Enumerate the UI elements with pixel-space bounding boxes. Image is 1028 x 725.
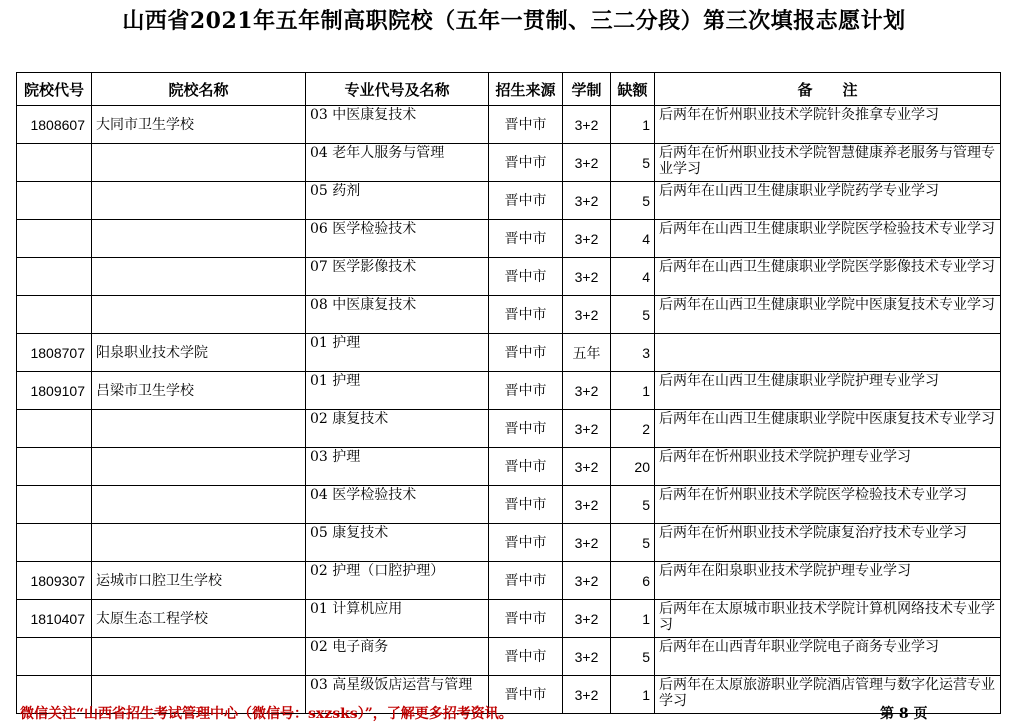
cell-school-name: 太原生态工程学校: [92, 600, 306, 638]
cell-note: 后两年在太原城市职业技术学院计算机网络技术专业学习: [655, 600, 1001, 638]
cell-length: 3+2: [563, 486, 611, 524]
cell-note: 后两年在阳泉职业技术学院护理专业学习: [655, 562, 1001, 600]
cell-length: 五年: [563, 334, 611, 372]
cell-note: 后两年在山西卫生健康职业学院医学检验技术专业学习: [655, 220, 1001, 258]
cell-school-code: [17, 638, 92, 676]
cell-school-name: [92, 448, 306, 486]
table-header-row: [17, 73, 1001, 106]
cell-source: 晋中市: [489, 106, 563, 144]
cell-school-code: [17, 296, 92, 334]
cell-school-code: 1809307: [17, 562, 92, 600]
cell-vacancy: 5: [611, 182, 655, 220]
footer-wechat-notice: 微信关注“山西省招生考试管理中心（微信号：sxzsks）”，了解更多招考资讯。: [20, 706, 513, 722]
cell-school-name: 吕梁市卫生学校: [92, 372, 306, 410]
cell-note: 后两年在忻州职业技术学院医学检验技术专业学习: [655, 486, 1001, 524]
admission-plan-table: [16, 72, 1001, 714]
cell-source: 晋中市: [489, 258, 563, 296]
table-row: [17, 144, 1001, 182]
cell-vacancy: 3: [611, 334, 655, 372]
cell-note: 后两年在山西卫生健康职业学院护理专业学习: [655, 372, 1001, 410]
cell-length: 3+2: [563, 106, 611, 144]
table-row: [17, 220, 1001, 258]
cell-school-name: [92, 410, 306, 448]
cell-vacancy: 4: [611, 220, 655, 258]
table-row: [17, 524, 1001, 562]
header-vacancy: 缺额: [611, 73, 655, 106]
cell-major: 02 康复技术: [306, 410, 489, 448]
cell-school-name: [92, 524, 306, 562]
cell-source: 晋中市: [489, 486, 563, 524]
cell-major: 01 护理: [306, 372, 489, 410]
header-school-name: 院校名称: [92, 73, 306, 106]
cell-school-name: [92, 182, 306, 220]
cell-vacancy: 5: [611, 296, 655, 334]
table-row: [17, 182, 1001, 220]
cell-school-code: [17, 144, 92, 182]
cell-vacancy: 5: [611, 144, 655, 182]
cell-note: 后两年在忻州职业技术学院护理专业学习: [655, 448, 1001, 486]
cell-major: 05 康复技术: [306, 524, 489, 562]
table-row: [17, 258, 1001, 296]
header-length: 学制: [563, 73, 611, 106]
table-row: [17, 372, 1001, 410]
cell-length: 3+2: [563, 676, 611, 714]
cell-school-name: [92, 296, 306, 334]
cell-note: 后两年在忻州职业技术学院智慧健康养老服务与管理专业学习: [655, 144, 1001, 182]
cell-major: 01 护理: [306, 334, 489, 372]
cell-school-name: 运城市口腔卫生学校: [92, 562, 306, 600]
cell-school-name: [92, 144, 306, 182]
cell-vacancy: 5: [611, 524, 655, 562]
cell-vacancy: 5: [611, 638, 655, 676]
cell-length: 3+2: [563, 144, 611, 182]
cell-major: 04 老年人服务与管理: [306, 144, 489, 182]
cell-major: 01 计算机应用: [306, 600, 489, 638]
cell-school-name: [92, 486, 306, 524]
cell-major: 03 高星级饭店运营与管理: [306, 676, 489, 714]
header-note: 备 注: [655, 73, 1001, 106]
cell-major: 03 中医康复技术: [306, 106, 489, 144]
cell-vacancy: 6: [611, 562, 655, 600]
cell-source: 晋中市: [489, 524, 563, 562]
footer-page-number: 第 8 页: [880, 706, 928, 722]
cell-source: 晋中市: [489, 182, 563, 220]
cell-school-code: [17, 486, 92, 524]
cell-note: 后两年在山西卫生健康职业学院药学专业学习: [655, 182, 1001, 220]
cell-school-code: 1808707: [17, 334, 92, 372]
cell-source: 晋中市: [489, 448, 563, 486]
cell-source: 晋中市: [489, 296, 563, 334]
header-school-code: 院校代号: [17, 73, 92, 106]
cell-school-code: 1810407: [17, 600, 92, 638]
cell-note: 后两年在山西卫生健康职业学院医学影像技术专业学习: [655, 258, 1001, 296]
table-row: [17, 638, 1001, 676]
cell-vacancy: 1: [611, 676, 655, 714]
cell-note: 后两年在山西青年职业学院电子商务专业学习: [655, 638, 1001, 676]
table-row: [17, 562, 1001, 600]
cell-vacancy: 4: [611, 258, 655, 296]
table-row: [17, 334, 1001, 372]
cell-school-code: [17, 258, 92, 296]
cell-source: 晋中市: [489, 220, 563, 258]
cell-source: 晋中市: [489, 562, 563, 600]
cell-vacancy: 1: [611, 600, 655, 638]
cell-length: 3+2: [563, 410, 611, 448]
cell-length: 3+2: [563, 638, 611, 676]
header-major: 专业代号及名称: [306, 73, 489, 106]
cell-major: 04 医学检验技术: [306, 486, 489, 524]
cell-school-code: [17, 448, 92, 486]
cell-vacancy: 2: [611, 410, 655, 448]
cell-school-name: 大同市卫生学校: [92, 106, 306, 144]
cell-vacancy: 1: [611, 106, 655, 144]
cell-length: 3+2: [563, 372, 611, 410]
cell-school-name: 阳泉职业技术学院: [92, 334, 306, 372]
cell-length: 3+2: [563, 182, 611, 220]
cell-school-code: 1809107: [17, 372, 92, 410]
cell-length: 3+2: [563, 258, 611, 296]
cell-major: 06 医学检验技术: [306, 220, 489, 258]
document-title: 山西省2021年五年制高职院校（五年一贯制、三二分段）第三次填报志愿计划: [122, 8, 906, 34]
cell-source: 晋中市: [489, 410, 563, 448]
cell-major: 05 药剂: [306, 182, 489, 220]
cell-school-code: [17, 182, 92, 220]
cell-major: 02 护理（口腔护理）: [306, 562, 489, 600]
table-row: [17, 296, 1001, 334]
cell-vacancy: 20: [611, 448, 655, 486]
cell-length: 3+2: [563, 600, 611, 638]
cell-note: 后两年在山西卫生健康职业学院中医康复技术专业学习: [655, 410, 1001, 448]
cell-major: 03 护理: [306, 448, 489, 486]
cell-source: 晋中市: [489, 638, 563, 676]
table-row: [17, 600, 1001, 638]
cell-major: 08 中医康复技术: [306, 296, 489, 334]
cell-length: 3+2: [563, 524, 611, 562]
cell-school-name: [92, 220, 306, 258]
table-row: [17, 448, 1001, 486]
cell-note: 后两年在忻州职业技术学院康复治疗技术专业学习: [655, 524, 1001, 562]
cell-vacancy: 5: [611, 486, 655, 524]
cell-vacancy: 1: [611, 372, 655, 410]
cell-note: 后两年在忻州职业技术学院针灸推拿专业学习: [655, 106, 1001, 144]
cell-major: 02 电子商务: [306, 638, 489, 676]
cell-school-name: [92, 638, 306, 676]
header-source: 招生来源: [489, 73, 563, 106]
cell-source: 晋中市: [489, 334, 563, 372]
table-row: [17, 106, 1001, 144]
cell-source: 晋中市: [489, 676, 563, 714]
cell-school-code: 1808607: [17, 106, 92, 144]
cell-note: 后两年在山西卫生健康职业学院中医康复技术专业学习: [655, 296, 1001, 334]
cell-length: 3+2: [563, 220, 611, 258]
table-row: [17, 486, 1001, 524]
cell-note: 后两年在太原旅游职业学院酒店管理与数字化运营专业学习: [655, 676, 1001, 714]
cell-length: 3+2: [563, 562, 611, 600]
table-body: [17, 106, 1001, 714]
cell-source: 晋中市: [489, 144, 563, 182]
cell-note: [655, 334, 1001, 372]
cell-length: 3+2: [563, 448, 611, 486]
cell-school-code: [17, 410, 92, 448]
cell-school-code: [17, 524, 92, 562]
cell-source: 晋中市: [489, 600, 563, 638]
cell-source: 晋中市: [489, 372, 563, 410]
cell-school-name: [92, 258, 306, 296]
cell-school-code: [17, 220, 92, 258]
table-row: [17, 410, 1001, 448]
cell-length: 3+2: [563, 296, 611, 334]
cell-major: 07 医学影像技术: [306, 258, 489, 296]
